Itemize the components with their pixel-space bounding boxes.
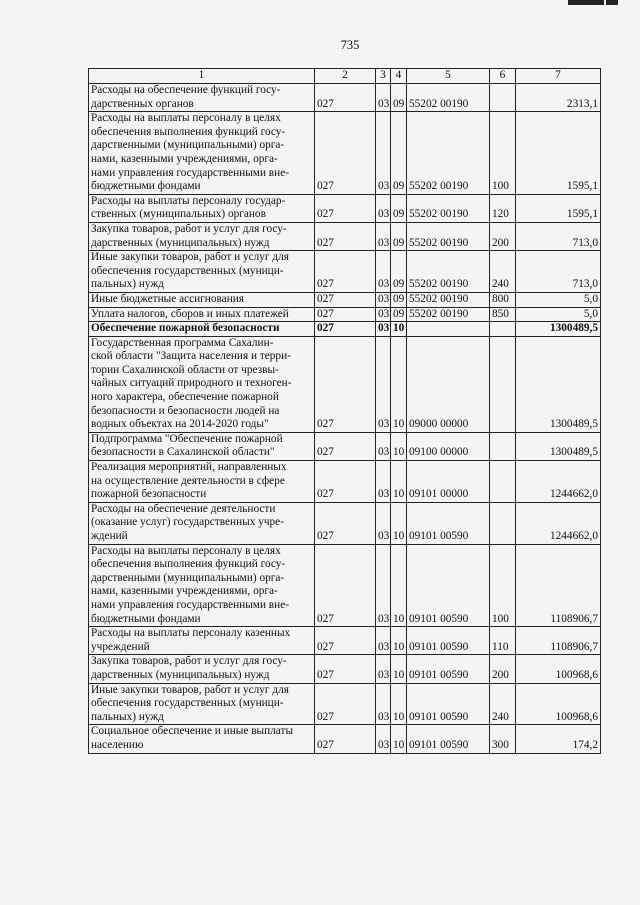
row-name: [89, 84, 315, 112]
target-item-code: 09101 00590: [407, 725, 490, 753]
row-name: [89, 502, 315, 544]
row-name-line: нами управления государственными вне-: [91, 166, 289, 179]
dept-code: 027: [315, 461, 376, 503]
scan-mark-small: [606, 0, 618, 5]
expense-type-code: 240: [490, 251, 516, 293]
amount: 1300489,5: [516, 432, 601, 460]
target-item-code: 55202 00190: [407, 292, 490, 307]
column-header-2: 2: [315, 69, 376, 84]
row-name: [89, 251, 315, 293]
section-code: 03: [376, 502, 391, 544]
row-name-line: ного характера, обеспечение пожарной: [91, 391, 279, 404]
row-name-line: Расходы на выплаты персоналу в целях: [91, 544, 281, 557]
target-item-code: 09101 00590: [407, 655, 490, 683]
row-name-line: Расходы на обеспечение деятельности: [91, 502, 276, 515]
row-name: [89, 461, 315, 503]
subsection-code: 10: [391, 432, 407, 460]
amount: 1595,1: [516, 194, 601, 222]
section-code: 03: [376, 725, 391, 753]
row-name-line: дарственных (муниципальных) нужд: [91, 236, 270, 249]
table-row: [89, 222, 601, 250]
page-number: 735: [340, 38, 360, 52]
row-name-line: населению: [91, 738, 144, 751]
expense-type-code: 200: [490, 222, 516, 250]
table-row: [89, 683, 601, 725]
expense-type-code: 800: [490, 292, 516, 307]
amount: 174,2: [516, 725, 601, 753]
row-name-line: дарственными (муниципальными) орга-: [91, 139, 285, 152]
row-name-line: чайных ситуаций природного и техноген-: [91, 377, 292, 390]
column-header-5: 5: [407, 69, 490, 84]
amount: 2313,1: [516, 84, 601, 112]
column-header-3: 3: [376, 69, 391, 84]
row-name-line: учреждений: [91, 640, 150, 653]
table-row: [89, 336, 601, 432]
subsection-code: 10: [391, 502, 407, 544]
row-name-line: Реализация мероприятий, направленных: [91, 461, 287, 474]
amount: 713,0: [516, 222, 601, 250]
row-name: [89, 544, 315, 627]
dept-code: 027: [315, 251, 376, 293]
table-row: [89, 544, 601, 627]
target-item-code: 09101 00590: [407, 627, 490, 655]
target-item-code: 09101 00590: [407, 544, 490, 627]
section-code: 03: [376, 112, 391, 195]
row-name-line: Подпрограмма "Обеспечение пожарной: [91, 432, 283, 445]
amount: 1244662,0: [516, 461, 601, 503]
dept-code: 027: [315, 84, 376, 112]
dept-code: 027: [315, 683, 376, 725]
row-name: [89, 655, 315, 683]
table-row: [89, 432, 601, 460]
expense-type-code: 110: [490, 627, 516, 655]
row-name-line: Социальное обеспечение и иные выплаты: [91, 725, 294, 738]
target-item-code: 09100 00000: [407, 432, 490, 460]
column-header-6: 6: [490, 69, 516, 84]
row-name-line: дарственных органов: [91, 97, 194, 110]
subsection-code: 09: [391, 292, 407, 307]
row-name-line: обеспечения государственных (муници-: [91, 697, 284, 710]
dept-code: 027: [315, 432, 376, 460]
amount: 1595,1: [516, 112, 601, 195]
dept-code: 027: [315, 655, 376, 683]
row-name: [89, 627, 315, 655]
target-item-code: 55202 00190: [407, 251, 490, 293]
column-header-7: 7: [516, 69, 601, 84]
table-row: [89, 112, 601, 195]
amount: 100968,6: [516, 655, 601, 683]
column-header-row: [89, 69, 601, 84]
budget-table: [88, 68, 601, 754]
row-name: [89, 194, 315, 222]
subsection-code: 09: [391, 307, 407, 322]
row-name: [89, 725, 315, 753]
row-name-line: пальных) нужд: [91, 278, 164, 291]
row-name-line: Иные закупки товаров, работ и услуг для: [91, 251, 289, 264]
table-row: [89, 322, 601, 337]
table-row: [89, 194, 601, 222]
amount: 5,0: [516, 307, 601, 322]
row-name-line: Закупка товаров, работ и услуг для госу-: [91, 655, 287, 668]
row-name-line: Государственная программа Сахалин-: [91, 336, 274, 349]
row-name-line: обеспечения выполнения функций госу-: [91, 125, 286, 138]
subsection-code: 10: [391, 336, 407, 432]
table-row: [89, 292, 601, 307]
expense-type-code: 200: [490, 655, 516, 683]
section-code: 03: [376, 432, 391, 460]
row-name-line: водных объектах на 2014-2020 годы": [91, 418, 269, 431]
section-code: 03: [376, 84, 391, 112]
column-header-1: 1: [89, 69, 315, 84]
row-name-line: дарственными (муниципальными) орга-: [91, 571, 285, 584]
section-code: 03: [376, 461, 391, 503]
row-name-line: Расходы на выплаты персоналу государ-: [91, 194, 286, 207]
row-name-line: обеспечения выполнения функций госу-: [91, 558, 286, 571]
row-name-line: бюджетными фондами: [91, 612, 201, 625]
dept-code: 027: [315, 725, 376, 753]
row-name: [89, 683, 315, 725]
row-name: [89, 336, 315, 432]
subsection-code: 10: [391, 322, 407, 337]
row-name-line: Расходы на обеспечение функций госу-: [91, 84, 281, 96]
expense-type-code: [490, 336, 516, 432]
target-item-code: 09101 00000: [407, 461, 490, 503]
row-name-line: тории Сахалинской области от чрезвы-: [91, 363, 279, 376]
target-item-code: 55202 00190: [407, 222, 490, 250]
row-name-line: нами управления государственными вне-: [91, 598, 289, 611]
row-name-line: Иные бюджетные ассигнования: [91, 292, 244, 305]
row-name-line: дарственных (муниципальных) нужд: [91, 668, 270, 681]
row-name-line: Закупка товаров, работ и услуг для госу-: [91, 222, 287, 235]
expense-type-code: 120: [490, 194, 516, 222]
subsection-code: 10: [391, 627, 407, 655]
expense-type-code: 100: [490, 112, 516, 195]
section-code: 03: [376, 307, 391, 322]
section-code: 03: [376, 292, 391, 307]
row-name-line: нами, казенными учреждениями, орга-: [91, 152, 278, 165]
expense-type-code: [490, 322, 516, 337]
row-name: [89, 222, 315, 250]
table-row: [89, 502, 601, 544]
target-item-code: 55202 00190: [407, 194, 490, 222]
row-name-line: Иные закупки товаров, работ и услуг для: [91, 683, 289, 696]
row-name: [89, 112, 315, 195]
dept-code: 027: [315, 627, 376, 655]
subsection-code: 10: [391, 544, 407, 627]
section-code: 03: [376, 322, 391, 337]
row-name-line: бюджетными фондами: [91, 180, 201, 193]
amount: 100968,6: [516, 683, 601, 725]
row-name-line: Расходы на выплаты персоналу казенных: [91, 627, 291, 640]
row-name-line: ской области "Защита населения и терри-: [91, 350, 291, 363]
row-name-line: Расходы на выплаты персоналу в целях: [91, 112, 281, 125]
subsection-code: 09: [391, 222, 407, 250]
subsection-code: 10: [391, 461, 407, 503]
row-name-line: Обеспечение пожарной безопасности: [91, 322, 280, 335]
section-code: 03: [376, 544, 391, 627]
subsection-code: 10: [391, 683, 407, 725]
table-row: [89, 251, 601, 293]
table-row: [89, 655, 601, 683]
dept-code: 027: [315, 307, 376, 322]
amount: 1300489,5: [516, 322, 601, 337]
row-name: [89, 292, 315, 307]
section-code: 03: [376, 251, 391, 293]
target-item-code: 55202 00190: [407, 307, 490, 322]
row-name-line: безопасности в Сахалинской области": [91, 446, 275, 459]
row-name-line: безопасности и безопасности людей на: [91, 404, 280, 417]
dept-code: 027: [315, 222, 376, 250]
target-item-code: [407, 322, 490, 337]
subsection-code: 09: [391, 84, 407, 112]
dept-code: 027: [315, 112, 376, 195]
section-code: 03: [376, 683, 391, 725]
amount: 5,0: [516, 292, 601, 307]
dept-code: 027: [315, 336, 376, 432]
section-code: 03: [376, 655, 391, 683]
table-row: [89, 461, 601, 503]
expense-type-code: [490, 502, 516, 544]
section-code: 03: [376, 194, 391, 222]
dept-code: 027: [315, 544, 376, 627]
section-code: 03: [376, 222, 391, 250]
target-item-code: 09000 00000: [407, 336, 490, 432]
amount: 1244662,0: [516, 502, 601, 544]
amount: 1108906,7: [516, 627, 601, 655]
row-name-line: пальных) нужд: [91, 710, 164, 723]
dept-code: 027: [315, 322, 376, 337]
row-name-line: на осуществление деятельности в сфере: [91, 474, 285, 487]
column-header-4: 4: [391, 69, 407, 84]
table-row: [89, 84, 601, 112]
section-code: 03: [376, 627, 391, 655]
row-name-line: Уплата налогов, сборов и иных платежей: [91, 307, 289, 320]
row-name: [89, 432, 315, 460]
dept-code: 027: [315, 194, 376, 222]
expense-type-code: 850: [490, 307, 516, 322]
scan-mark: [568, 0, 604, 5]
target-item-code: 09101 00590: [407, 502, 490, 544]
expense-type-code: [490, 84, 516, 112]
expense-type-code: [490, 432, 516, 460]
row-name: [89, 307, 315, 322]
table-row: [89, 627, 601, 655]
dept-code: 027: [315, 292, 376, 307]
row-name-line: (оказание услуг) государственных учре-: [91, 516, 284, 529]
subsection-code: 09: [391, 194, 407, 222]
target-item-code: 09101 00590: [407, 683, 490, 725]
expense-type-code: [490, 461, 516, 503]
expense-type-code: 240: [490, 683, 516, 725]
table-row: [89, 725, 601, 753]
row-name-line: пожарной безопасности: [91, 488, 207, 501]
amount: 713,0: [516, 251, 601, 293]
row-name-line: обеспечения государственных (муници-: [91, 264, 284, 277]
row-name-line: нами, казенными учреждениями, орга-: [91, 585, 278, 598]
section-code: 03: [376, 336, 391, 432]
target-item-code: 55202 00190: [407, 112, 490, 195]
target-item-code: 55202 00190: [407, 84, 490, 112]
amount: 1108906,7: [516, 544, 601, 627]
subsection-code: 09: [391, 251, 407, 293]
table-row: [89, 307, 601, 322]
subsection-code: 10: [391, 725, 407, 753]
expense-type-code: 100: [490, 544, 516, 627]
amount: 1300489,5: [516, 336, 601, 432]
subsection-code: 10: [391, 655, 407, 683]
row-name-line: ждений: [91, 530, 128, 542]
row-name-line: ственных (муниципальных) органов: [91, 208, 266, 221]
expense-type-code: 300: [490, 725, 516, 753]
subsection-code: 09: [391, 112, 407, 195]
dept-code: 027: [315, 502, 376, 544]
row-name: [89, 322, 315, 337]
budget-table-body: [89, 69, 601, 754]
